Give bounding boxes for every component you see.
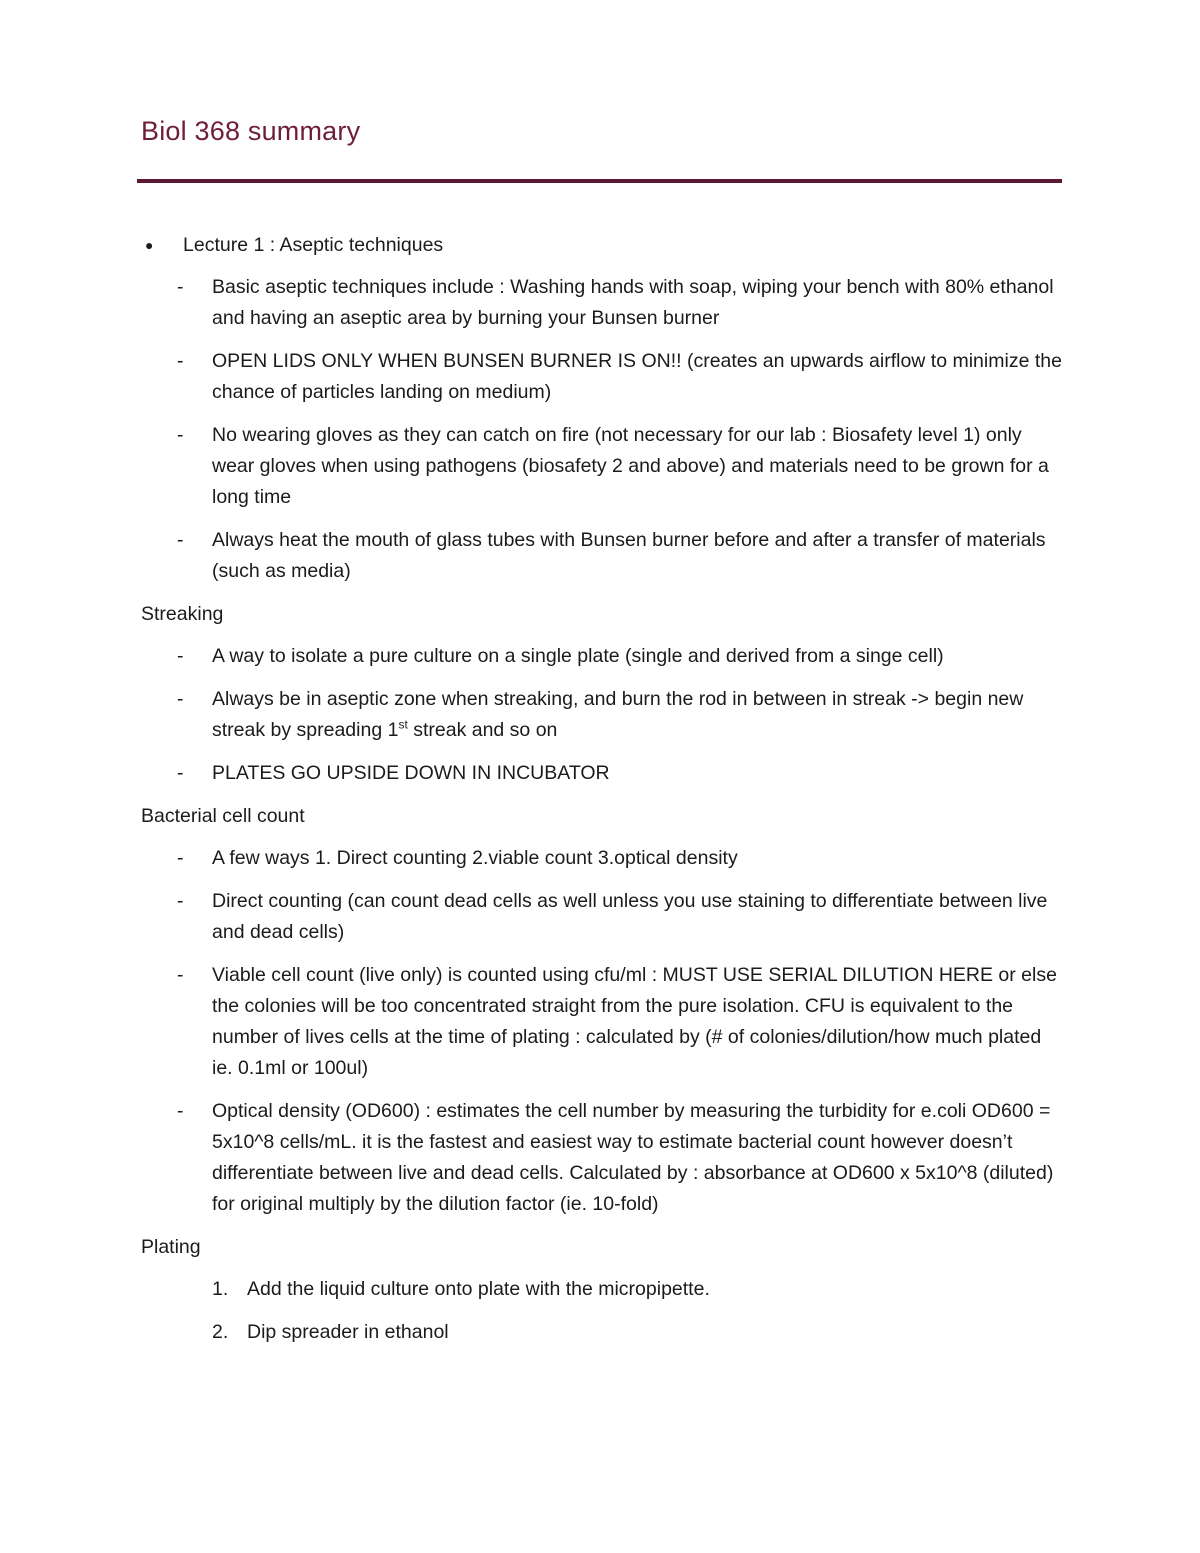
dash-icon: - [177, 350, 184, 372]
dash-icon: - [177, 1100, 184, 1122]
cell-count-list [141, 843, 1066, 1220]
dash-icon: - [177, 645, 184, 667]
aseptic-list [141, 272, 1066, 587]
list-item-text: Direct counting (can count dead cells as well unless you use staining to differentiate between live and dead cells) [212, 890, 1048, 943]
bullet-icon: ● [145, 237, 154, 253]
list-item [141, 420, 1066, 513]
dash-icon: - [177, 890, 184, 912]
list-item-text: Always heat the mouth of glass tubes with Bunsen burner before and after a transfer of materials (such as media) [212, 529, 1046, 582]
dash-icon: - [177, 847, 184, 869]
list-item-text: Optical density (OD600) : estimates the cell number by measuring the turbidity for e.coli OD600 = 5x10^8 cells/mL. it is the fastest and easiest way to estimate bacterial count however doesn’t differentiate between live and dead cells. Calculated by : absorbance at OD600 x 5x10^8 (diluted) for original multiply by the dilution factor (ie. 10-fold) [212, 1100, 1054, 1215]
list-item-text: OPEN LIDS ONLY WHEN BUNSEN BURNER IS ON!! (creates an upwards airflow to minimize the chance of particles landing on medium) [212, 350, 1062, 403]
list-item [141, 843, 1066, 874]
step-text: Dip spreader in ethanol [247, 1321, 449, 1343]
cell-count-heading: Bacterial cell count [141, 805, 305, 827]
dash-icon: - [177, 424, 184, 446]
list-item [141, 758, 1066, 789]
dash-icon: - [177, 276, 184, 298]
ordinal-suffix: st [398, 717, 408, 732]
streaking-heading: Streaking [141, 603, 224, 625]
list-item-text: Viable cell count (live only) is counted using cfu/ml : MUST USE SERIAL DILUTION HERE or else the colonies will be too concentrated straight from the pure isolation. CFU is equivalent to the number of lives cells at the time of plating : calculated by (# of colonies/dilution/how much plated ie. 0.1ml or 100ul) [212, 964, 1057, 1079]
list-item [141, 525, 1066, 587]
dash-icon: - [177, 688, 184, 710]
step-number: 1. [212, 1278, 229, 1300]
list-item-text: A way to isolate a pure culture on a single plate (single and derived from a singe cell) [212, 645, 944, 667]
list-item-text-cont: streak and so on [407, 719, 558, 741]
title-underline [137, 179, 1062, 183]
list-item-text: A few ways 1. Direct counting 2.viable count 3.optical density [212, 847, 738, 869]
list-item-text: Basic aseptic techniques include : Washing hands with soap, wiping your bench with 80% ethanol and having an aseptic area by burning your Bunsen burner [212, 276, 1054, 329]
dash-icon: - [177, 964, 184, 986]
numbered-step [141, 1274, 1066, 1305]
lecture-bullet-item [141, 230, 1066, 261]
list-item [141, 960, 1066, 1084]
list-item-text: Always be in aseptic zone when streaking, and burn the rod in between in streak -> begin new streak by spreading 1 [212, 688, 1024, 741]
list-item [141, 641, 1066, 672]
list-item [141, 684, 1066, 746]
list-item [141, 886, 1066, 948]
list-item-text: No wearing gloves as they can catch on fire (not necessary for our lab : Biosafety level 1) only wear gloves when using pathogens (biosafety 2 and above) and materials need to be grown for a long time [212, 424, 1049, 508]
streaking-list [141, 641, 1066, 789]
step-number: 2. [212, 1321, 229, 1343]
list-item [141, 346, 1066, 408]
list-item [141, 1096, 1066, 1220]
document-body [141, 230, 1066, 1360]
plating-steps-list [141, 1274, 1066, 1348]
list-item [141, 272, 1066, 334]
document-title: Biol 368 summary [141, 116, 361, 146]
step-text: Add the liquid culture onto plate with the micropipette. [247, 1278, 710, 1300]
plating-heading: Plating [141, 1236, 201, 1258]
list-item-text: PLATES GO UPSIDE DOWN IN INCUBATOR [212, 762, 610, 784]
numbered-step [141, 1317, 1066, 1348]
dash-icon: - [177, 529, 184, 551]
lecture-heading: Lecture 1 : Aseptic techniques [183, 234, 444, 256]
dash-icon: - [177, 762, 184, 784]
